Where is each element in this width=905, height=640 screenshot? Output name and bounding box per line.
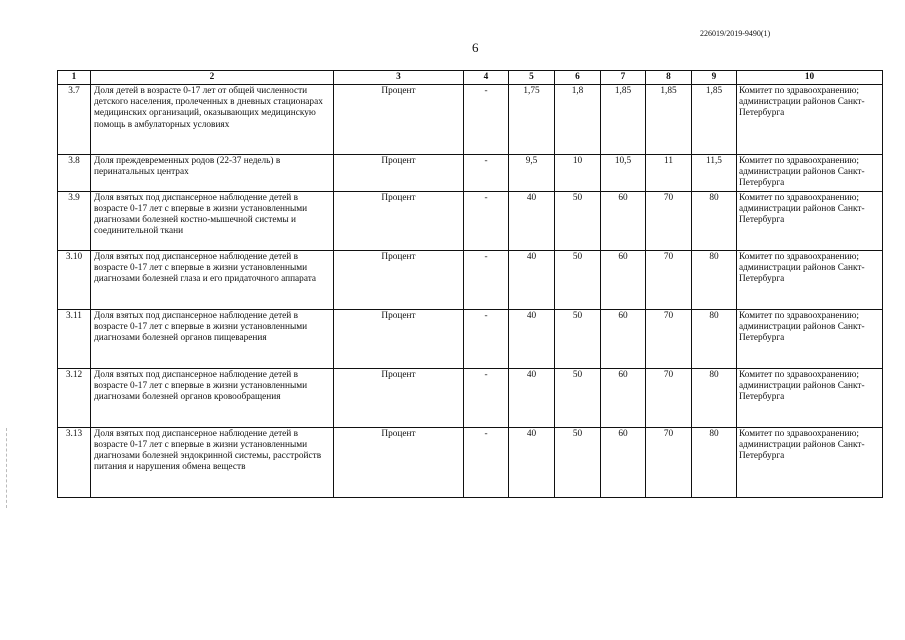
value-cell: - — [464, 427, 509, 497]
indicators-table — [57, 70, 883, 498]
value-cell: 50 — [555, 368, 601, 427]
column-header: 5 — [509, 71, 555, 85]
column-header: 1 — [58, 71, 91, 85]
responsible-org: Комитет по здравоохранению; администрации районов Санкт-Петербурга — [737, 309, 883, 368]
table-row — [58, 191, 883, 250]
column-header: 2 — [91, 71, 334, 85]
value-cell: 80 — [692, 427, 737, 497]
responsible-org: Комитет по здравоохранению; администрации районов Санкт-Петербурга — [737, 155, 883, 192]
value-cell: 50 — [555, 250, 601, 309]
value-cell: 1,75 — [509, 85, 555, 155]
value-cell: 1,85 — [692, 85, 737, 155]
document-number: 226019/2019-9490(1) — [700, 29, 771, 38]
table-row — [58, 155, 883, 192]
unit-cell: Процент — [334, 250, 464, 309]
value-cell: 70 — [646, 191, 692, 250]
unit-cell: Процент — [334, 155, 464, 192]
value-cell: 70 — [646, 309, 692, 368]
row-number: 3.11 — [58, 309, 91, 368]
column-header: 3 — [334, 71, 464, 85]
value-cell: 80 — [692, 250, 737, 309]
table-row — [58, 427, 883, 497]
column-header: 9 — [692, 71, 737, 85]
value-cell: 50 — [555, 427, 601, 497]
unit-cell: Процент — [334, 85, 464, 155]
value-cell: - — [464, 85, 509, 155]
header-row — [58, 71, 883, 85]
value-cell: - — [464, 155, 509, 192]
value-cell: 60 — [601, 191, 646, 250]
row-number: 3.9 — [58, 191, 91, 250]
indicator-description: Доля взятых под диспансерное наблюдение детей в возрасте 0-17 лет с впервые в жизни установленными диагнозами болезней глаза и его придаточного аппарата — [91, 250, 334, 309]
indicator-description: Доля взятых под диспансерное наблюдение детей в возрасте 0-17 лет с впервые в жизни установленными диагнозами болезней органов кровообращения — [91, 368, 334, 427]
value-cell: - — [464, 250, 509, 309]
unit-cell: Процент — [334, 309, 464, 368]
indicator-description: Доля взятых под диспансерное наблюдение детей в возрасте 0-17 лет с впервые в жизни установленными диагнозами болезней органов пищеварения — [91, 309, 334, 368]
value-cell: 70 — [646, 427, 692, 497]
unit-cell: Процент — [334, 191, 464, 250]
responsible-org: Комитет по здравоохранению; администрации районов Санкт-Петербурга — [737, 250, 883, 309]
responsible-org: Комитет по здравоохранению; администрации районов Санкт-Петербурга — [737, 368, 883, 427]
unit-cell: Процент — [334, 368, 464, 427]
responsible-org: Комитет по здравоохранению; администрации районов Санкт-Петербурга — [737, 191, 883, 250]
row-number: 3.13 — [58, 427, 91, 497]
margin-marks — [6, 428, 9, 508]
value-cell: 70 — [646, 368, 692, 427]
table-row — [58, 250, 883, 309]
table-row — [58, 85, 883, 155]
value-cell: 9,5 — [509, 155, 555, 192]
column-header: 10 — [737, 71, 883, 85]
indicator-description: Доля взятых под диспансерное наблюдение детей в возрасте 0-17 лет с впервые в жизни установленными диагнозами болезней костно-мышечной системы и соединительной ткани — [91, 191, 334, 250]
value-cell: 40 — [509, 250, 555, 309]
value-cell: 1,85 — [601, 85, 646, 155]
value-cell: 11,5 — [692, 155, 737, 192]
column-header: 4 — [464, 71, 509, 85]
value-cell: - — [464, 368, 509, 427]
value-cell: 70 — [646, 250, 692, 309]
value-cell: 80 — [692, 191, 737, 250]
value-cell: 40 — [509, 368, 555, 427]
value-cell: 1,85 — [646, 85, 692, 155]
value-cell: 60 — [601, 368, 646, 427]
value-cell: 50 — [555, 191, 601, 250]
value-cell: 11 — [646, 155, 692, 192]
value-cell: - — [464, 309, 509, 368]
value-cell: 80 — [692, 309, 737, 368]
value-cell: 50 — [555, 309, 601, 368]
value-cell: 40 — [509, 191, 555, 250]
indicator-description: Доля детей в возрасте 0-17 лет от общей численности детского населения, пролеченных в дневных стационарах медицинских организаций, оказывающих медицинскую помощь в амбулаторных условиях — [91, 85, 334, 155]
row-number: 3.7 — [58, 85, 91, 155]
table-row — [58, 309, 883, 368]
page-number: 6 — [472, 40, 479, 55]
value-cell: 60 — [601, 427, 646, 497]
value-cell: - — [464, 191, 509, 250]
value-cell: 1,8 — [555, 85, 601, 155]
value-cell: 40 — [509, 427, 555, 497]
row-number: 3.10 — [58, 250, 91, 309]
row-number: 3.8 — [58, 155, 91, 192]
value-cell: 10 — [555, 155, 601, 192]
column-header: 6 — [555, 71, 601, 85]
responsible-org: Комитет по здравоохранению; администрации районов Санкт-Петербурга — [737, 85, 883, 155]
value-cell: 60 — [601, 250, 646, 309]
responsible-org: Комитет по здравоохранению; администрации районов Санкт-Петербурга — [737, 427, 883, 497]
indicator-description: Доля преждевременных родов (22-37 недель) в перинатальных центрах — [91, 155, 334, 192]
value-cell: 40 — [509, 309, 555, 368]
value-cell: 60 — [601, 309, 646, 368]
value-cell: 80 — [692, 368, 737, 427]
value-cell: 10,5 — [601, 155, 646, 192]
unit-cell: Процент — [334, 427, 464, 497]
column-header: 8 — [646, 71, 692, 85]
indicator-description: Доля взятых под диспансерное наблюдение детей в возрасте 0-17 лет с впервые в жизни установленными диагнозами болезней эндокринной системы, расстройств питания и нарушения обмена веществ — [91, 427, 334, 497]
row-number: 3.12 — [58, 368, 91, 427]
column-header: 7 — [601, 71, 646, 85]
table-row — [58, 368, 883, 427]
